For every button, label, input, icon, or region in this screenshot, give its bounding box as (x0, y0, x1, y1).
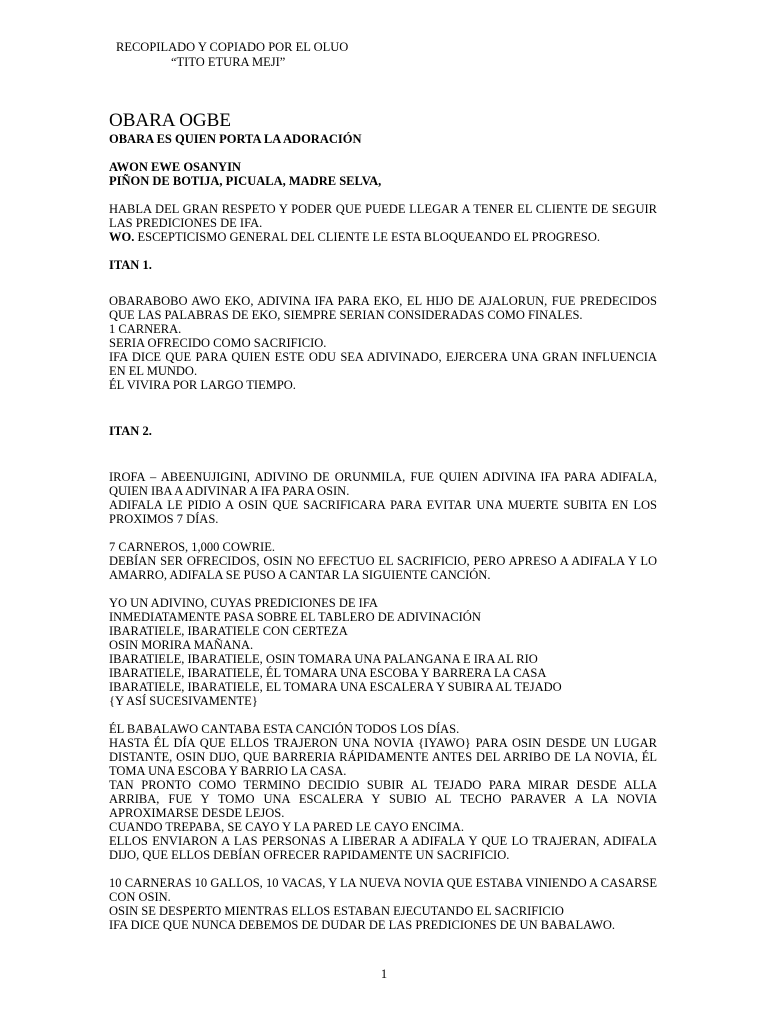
intro-paragraph: HABLA DEL GRAN RESPETO Y PODER QUE PUEDE LLEGAR A TENER EL CLIENTE DE SEGUIR LAS PREDICIONES DE IFA. (109, 202, 657, 230)
story-paragraph-2: HASTA ÉL DÍA QUE ELLOS TRAJERON UNA NOVIA {IYAWO} PARA OSIN DESDE UN LUGAR DISTANTE, OSIN DIJO, QUE BARRERIA RÁPIDAMENTE ANTES DEL ARRIBO DE LA NOVIA, ÉL TOMA UNA ESCOBA Y BARRIO LA CASA. (109, 736, 657, 778)
itan1-paragraph-2: IFA DICE QUE PARA QUIEN ESTE ODU SEA ADIVINADO, EJERCERA UNA GRAN INFLUENCIA EN EL MUNDO. (109, 350, 657, 378)
wo-text: ESCEPTICISMO GENERAL DEL CLIENTE LE ESTA BLOQUEANDO EL PROGRESO. (134, 230, 601, 244)
itan1-heading: ITAN 1. (109, 258, 152, 272)
song-line: INMEDIATAMENTE PASA SOBRE EL TABLERO DE ADIVINACIÓN (109, 610, 481, 624)
itan1-paragraph-1: OBARABOBO AWO EKO, ADIVINA IFA PARA EKO, EL HIJO DE AJALORUN, FUE PREDECIDOS QUE LAS PALABRAS DE EKO, SIEMPRE SERIAN CONSIDERADAS COMO FINALES. (109, 294, 657, 322)
song-line: IBARATIELE, IBARATIELE, ÉL TOMARA UNA ESCOBA Y BARRERA LA CASA (109, 666, 547, 680)
header-author-line: “TITO ETURA MEJI” (171, 55, 286, 69)
story-paragraph-5: ELLOS ENVIARON A LAS PERSONAS A LIBERAR A ADIFALA Y QUE LO TRAJERAN, ADIFALA DIJO, QUE ELLOS DEBÍAN OFRECER RAPIDAMENTE UN SACRIFICIO. (109, 834, 657, 862)
song-line: OSIN MORIRA MAÑANA. (109, 638, 254, 652)
itan2-paragraph-2: ADIFALA LE PIDIO A OSIN QUE SACRIFICARA PARA EVITAR UNA MUERTE SUBITA EN LOS PROXIMOS 7 DÍAS. (109, 498, 657, 526)
song-line: IBARATIELE, IBARATIELE, OSIN TOMARA UNA PALANGANA E IRA AL RIO (109, 652, 538, 666)
conclusion-line: IFA DICE QUE NUNCA DEBEMOS DE DUDAR DE LAS PREDICIONES DE UN BABALAWO. (109, 918, 616, 932)
itan1-line-1: 1 CARNERA. (109, 322, 182, 336)
itan1-line-2: SERIA OFRECIDO COMO SACRIFICIO. (109, 336, 327, 350)
song-line: IBARATIELE, IBARATIELE, EL TOMARA UNA ESCALERA Y SUBIRA AL TEJADO (109, 680, 562, 694)
header-compiler-line: RECOPILADO Y COPIADO POR EL OLUO (116, 40, 349, 54)
song-line: {Y ASÍ SUCESIVAMENTE} (109, 694, 258, 708)
document-page (109, 40, 657, 932)
song-line: IBARATIELE, IBARATIELE CON CERTEZA (109, 624, 348, 638)
wo-label: WO. (109, 230, 135, 244)
itan2-paragraph-1: IROFA – ABEENUJIGINI, ADIVINO DE ORUNMILA, FUE QUIEN ADIVINA IFA PARA ADIFALA, QUIEN IBA A ADIVINAR A IFA PARA OSIN. (109, 470, 657, 498)
itan2-paragraph-3: 7 CARNEROS, 1,000 COWRIE. (109, 540, 275, 554)
plants-line: PIÑON DE BOTIJA, PICUALA, MADRE SELVA, (109, 174, 382, 188)
story-line-4: CUANDO TREPABA, SE CAYO Y LA PARED LE CAYO ENCIMA. (109, 820, 465, 834)
awon-ewe-heading: AWON EWE OSANYIN (109, 160, 241, 174)
sacrifice-paragraph: 10 CARNERAS 10 GALLOS, 10 VACAS, Y LA NUEVA NOVIA QUE ESTABA VINIENDO A CASARSE CON OSIN. (109, 876, 657, 904)
song-line: YO UN ADIVINO, CUYAS PREDICIONES DE IFA (109, 596, 378, 610)
itan1-line-3: ÉL VIVIRA POR LARGO TIEMPO. (109, 378, 296, 392)
header (116, 40, 657, 70)
story-line-1: ÉL BABALAWO CANTABA ESTA CANCIÓN TODOS LOS DÍAS. (109, 722, 460, 736)
wo-paragraph (109, 230, 657, 244)
page-number: 1 (380, 967, 388, 981)
itan2-heading: ITAN 2. (109, 424, 152, 438)
page-title: OBARA OGBE (109, 110, 231, 131)
story-paragraph-3: TAN PRONTO COMO TERMINO DECIDIO SUBIR AL TEJADO PARA MIRAR DESDE ALLA ARRIBA, FUE Y TOMO UNA ESCALERA Y SUBIO AL TECHO PARAVER A LA NOVIA APROXIMARSE DESDE LEJOS. (109, 778, 657, 820)
sacrifice-line-2: OSIN SE DESPERTO MIENTRAS ELLOS ESTABAN EJECUTANDO EL SACRIFICIO (109, 904, 564, 918)
subtitle: OBARA ES QUIEN PORTA LA ADORACIÓN (109, 132, 362, 146)
itan2-paragraph-4: DEBÍAN SER OFRECIDOS, OSIN NO EFECTUO EL SACRIFICIO, PERO APRESO A ADIFALA Y LO AMARRO, ADIFALA SE PUSO A CANTAR LA SIGUIENTE CANCIÓN. (109, 554, 657, 582)
